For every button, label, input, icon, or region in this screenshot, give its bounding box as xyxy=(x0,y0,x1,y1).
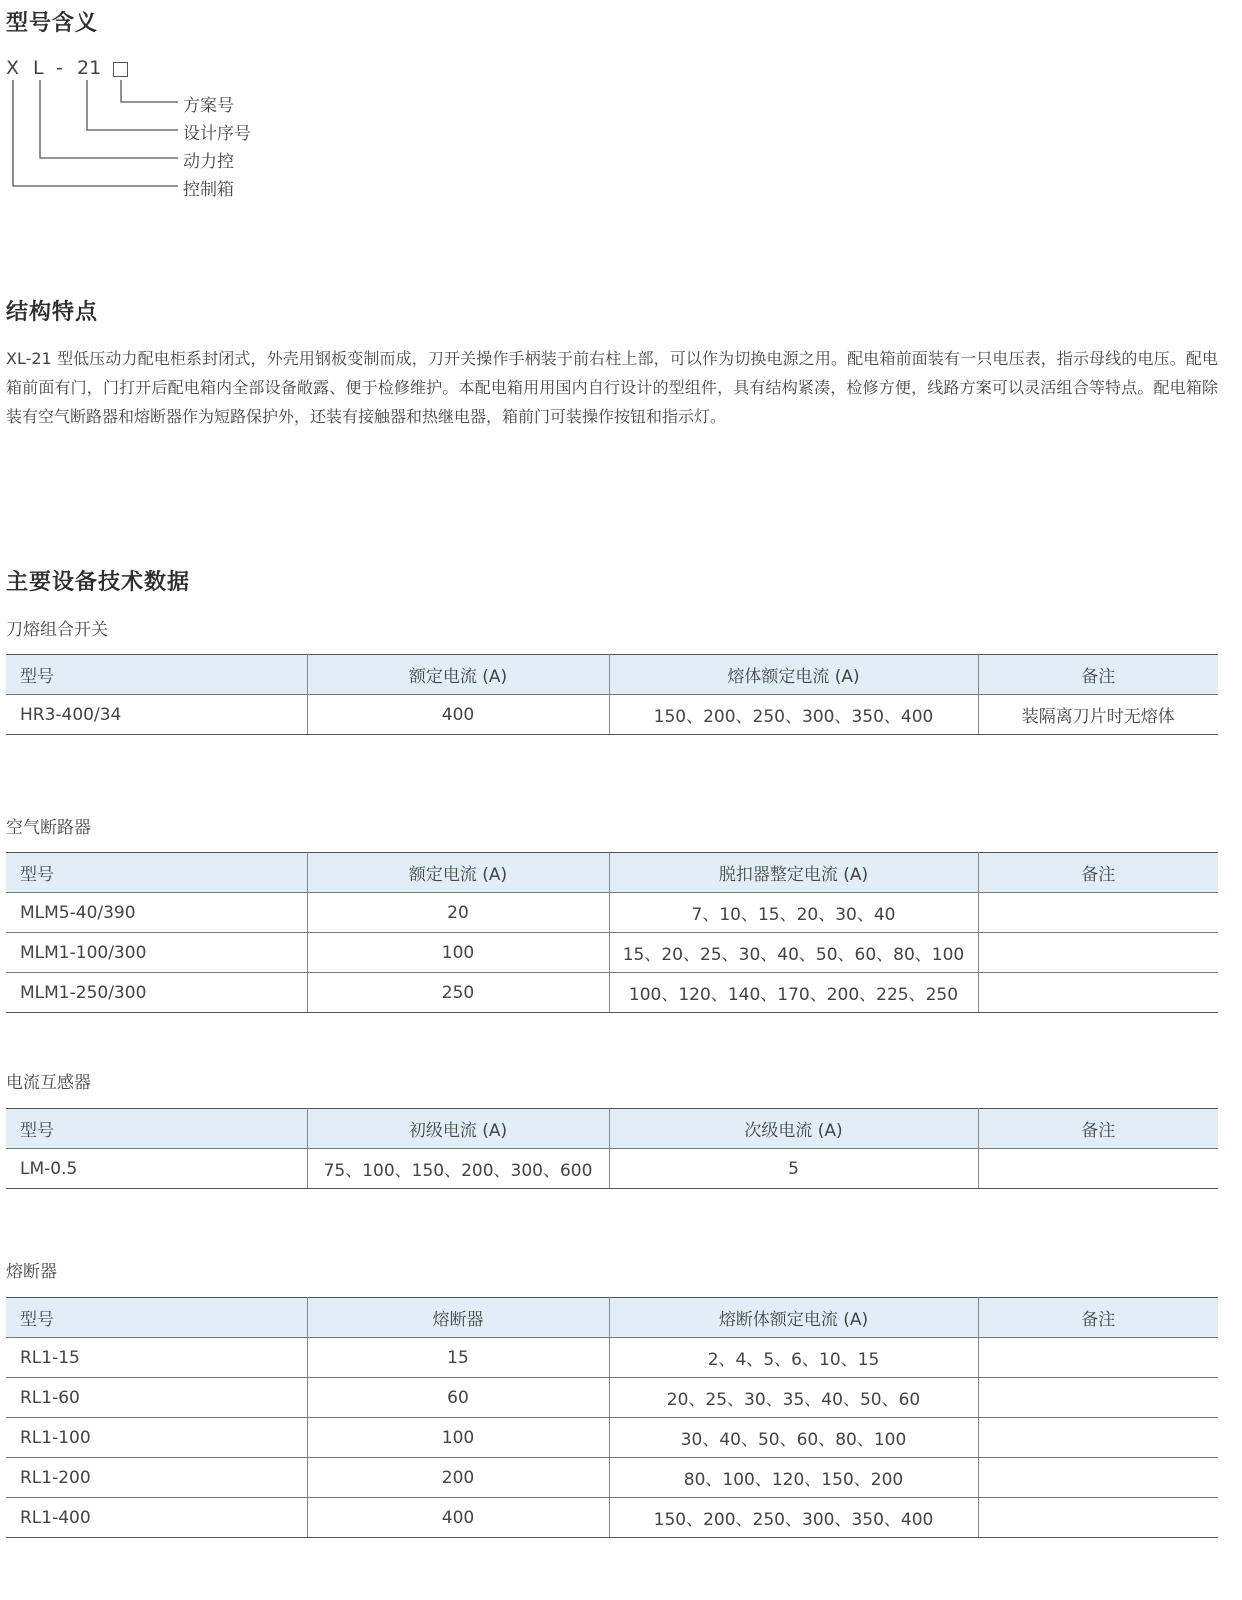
cell-rated-current: 20 xyxy=(307,893,609,933)
legend-scheme-number: 方案号 xyxy=(183,96,234,116)
leader-line-power xyxy=(40,80,178,158)
header-primary-current: 初级电流 (A) xyxy=(307,1109,609,1149)
section-title-structure: 结构特点 xyxy=(6,300,99,325)
section-title-model-meaning: 型号含义 xyxy=(6,11,99,36)
caption-air-breaker: 空气断路器 xyxy=(6,818,91,838)
cell-fuse-link-current: 2、4、5、6、10、15 xyxy=(609,1338,978,1378)
cell-remark xyxy=(978,973,1218,1013)
cell-remark: 装隔离刀片时无熔体 xyxy=(978,695,1218,735)
table-row xyxy=(6,1418,1218,1458)
cell-rated-current: 250 xyxy=(307,973,609,1013)
header-model: 型号 xyxy=(6,1298,307,1338)
cell-remark xyxy=(978,1338,1218,1378)
cell-model: MLM1-100/300 xyxy=(6,933,307,973)
cell-remark xyxy=(978,1418,1218,1458)
cell-trip-current: 7、10、15、20、30、40 xyxy=(609,893,978,933)
cell-fuse: 100 xyxy=(307,1418,609,1458)
header-model: 型号 xyxy=(6,655,307,695)
cell-rated-current: 400 xyxy=(307,695,609,735)
header-rated-current: 额定电流 (A) xyxy=(307,655,609,695)
cell-model: RL1-200 xyxy=(6,1458,307,1498)
table-row xyxy=(6,1338,1218,1378)
cell-secondary-current: 5 xyxy=(609,1149,978,1189)
table-header-row xyxy=(6,655,1218,695)
code-letter-x: X xyxy=(6,57,20,79)
cell-model: RL1-15 xyxy=(6,1338,307,1378)
header-remark: 备注 xyxy=(978,1109,1218,1149)
code-leader-lines xyxy=(0,0,200,200)
cell-model: HR3-400/34 xyxy=(6,695,307,735)
header-trip-current: 脱扣器整定电流 (A) xyxy=(609,853,978,893)
header-remark: 备注 xyxy=(978,655,1218,695)
header-fuse-rated-current: 熔体额定电流 (A) xyxy=(609,655,978,695)
code-letter-l: L xyxy=(33,57,44,79)
cell-remark xyxy=(978,1458,1218,1498)
cell-remark xyxy=(978,1498,1218,1538)
table-fuse xyxy=(6,1297,1218,1538)
header-fuse-link-current: 熔断体额定电流 (A) xyxy=(609,1298,978,1338)
header-model: 型号 xyxy=(6,853,307,893)
cell-remark xyxy=(978,893,1218,933)
table-row xyxy=(6,973,1218,1013)
table-row xyxy=(6,1498,1218,1538)
cell-model: RL1-100 xyxy=(6,1418,307,1458)
cell-model: LM-0.5 xyxy=(6,1149,307,1189)
cell-trip-current: 100、120、140、170、200、225、250 xyxy=(609,973,978,1013)
table-row xyxy=(6,1149,1218,1189)
cell-rated-current: 100 xyxy=(307,933,609,973)
legend-power-control: 动力控 xyxy=(183,152,234,172)
cell-fuse-link-current: 80、100、120、150、200 xyxy=(609,1458,978,1498)
cell-fuse-link-current: 30、40、50、60、80、100 xyxy=(609,1418,978,1458)
table-row xyxy=(6,933,1218,973)
cell-fuse-current: 150、200、250、300、350、400 xyxy=(609,695,978,735)
cell-fuse: 15 xyxy=(307,1338,609,1378)
cell-remark xyxy=(978,1149,1218,1189)
structure-paragraph: XL-21 型低压动力配电柜系封闭式，外壳用钢板变制而成，刀开关操作手柄装于前右柱上部，可以作为切换电源之用。配电箱前面装有一只电压表，指示母线的电压。配电箱前面有门，门打开后配电箱内全部设备敞露、便于检修维护。本配电箱用用国内自行设计的型组件，具有结构紧凑，检修方便，线路方案可以灵活组合等特点。配电箱除装有空气断路器和熔断器作为短路保护外，还装有接触器和热继电器，箱前门可装操作按钮和指示灯。 xyxy=(6,349,1218,426)
table-knife-fuse-switch xyxy=(6,654,1218,735)
cell-fuse: 400 xyxy=(307,1498,609,1538)
header-rated-current: 额定电流 (A) xyxy=(307,853,609,893)
code-number: 21 xyxy=(77,57,102,79)
cell-primary-current: 75、100、150、200、300、600 xyxy=(307,1149,609,1189)
cell-fuse: 60 xyxy=(307,1378,609,1418)
cell-fuse-link-current: 150、200、250、300、350、400 xyxy=(609,1498,978,1538)
cell-trip-current: 15、20、25、30、40、50、60、80、100 xyxy=(609,933,978,973)
cell-model: RL1-60 xyxy=(6,1378,307,1418)
code-dash: - xyxy=(56,57,63,79)
leader-line-scheme xyxy=(121,80,178,102)
caption-current-transformer: 电流互感器 xyxy=(6,1073,91,1093)
table-air-breaker xyxy=(6,852,1218,1013)
leader-line-box xyxy=(13,80,178,186)
legend-control-box: 控制箱 xyxy=(183,180,234,200)
cell-fuse-link-current: 20、25、30、35、40、50、60 xyxy=(609,1378,978,1418)
cell-model: MLM5-40/390 xyxy=(6,893,307,933)
caption-knife-fuse-switch: 刀熔组合开关 xyxy=(6,620,108,640)
caption-fuse: 熔断器 xyxy=(6,1262,57,1282)
table-header-row xyxy=(6,1109,1218,1149)
legend-design-serial: 设计序号 xyxy=(183,124,251,144)
cell-model: MLM1-250/300 xyxy=(6,973,307,1013)
cell-remark xyxy=(978,933,1218,973)
header-remark: 备注 xyxy=(978,853,1218,893)
table-header-row xyxy=(6,1298,1218,1338)
table-row xyxy=(6,695,1218,735)
table-row xyxy=(6,1458,1218,1498)
cell-fuse: 200 xyxy=(307,1458,609,1498)
cell-remark xyxy=(978,1378,1218,1418)
cell-model: RL1-400 xyxy=(6,1498,307,1538)
header-secondary-current: 次级电流 (A) xyxy=(609,1109,978,1149)
header-fuse: 熔断器 xyxy=(307,1298,609,1338)
table-row xyxy=(6,1378,1218,1418)
table-header-row xyxy=(6,853,1218,893)
table-current-transformer xyxy=(6,1108,1218,1189)
header-model: 型号 xyxy=(6,1109,307,1149)
table-row xyxy=(6,893,1218,933)
leader-line-design xyxy=(87,80,178,130)
header-remark: 备注 xyxy=(978,1298,1218,1338)
section-title-tech-data: 主要设备技术数据 xyxy=(6,570,191,595)
